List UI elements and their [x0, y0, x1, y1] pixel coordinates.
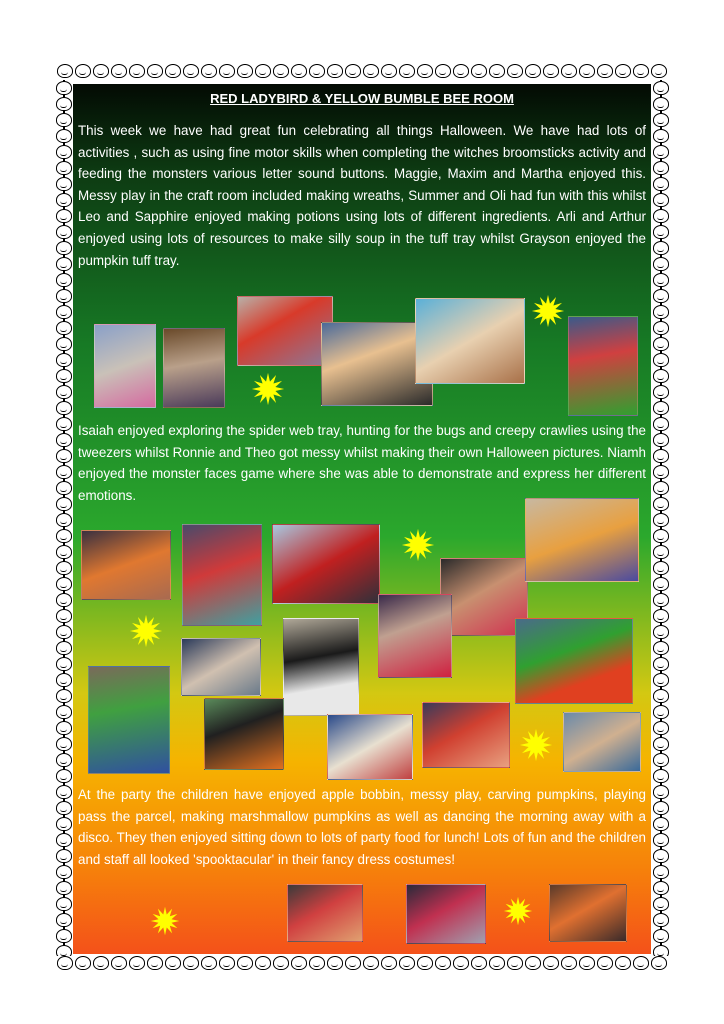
pumpkin-icon: [653, 673, 669, 687]
pumpkin-icon: [345, 64, 361, 78]
pumpkin-icon: [653, 753, 669, 767]
pumpkin-icon: [56, 113, 72, 127]
pumpkin-icon: [653, 817, 669, 831]
pumpkin-icon: [56, 945, 72, 956]
activity-photo: [378, 594, 452, 678]
activity-photo: [568, 316, 638, 416]
pumpkin-icon: [653, 849, 669, 863]
pumpkin-icon: [93, 956, 109, 970]
pumpkin-icon: [653, 529, 669, 543]
pumpkin-icon: [165, 64, 181, 78]
pumpkin-icon: [651, 956, 667, 970]
pumpkin-icon: [525, 64, 541, 78]
pumpkin-icon: [56, 481, 72, 495]
pumpkin-icon: [147, 64, 163, 78]
pumpkin-icon: [435, 956, 451, 970]
star-burst-icon: [531, 294, 565, 328]
pumpkin-icon: [597, 956, 613, 970]
pumpkin-icon: [653, 369, 669, 383]
pumpkin-icon: [75, 956, 91, 970]
pumpkin-icon: [56, 449, 72, 463]
pumpkin-icon: [75, 64, 91, 78]
pumpkin-icon: [653, 913, 669, 927]
pumpkin-border-right: [653, 80, 669, 956]
pumpkin-icon: [237, 64, 253, 78]
star-burst-icon: [129, 614, 163, 648]
pumpkin-icon: [56, 785, 72, 799]
pumpkin-icon: [653, 449, 669, 463]
star-burst-icon: [150, 906, 180, 936]
paragraph-spider-tray: Isaiah enjoyed exploring the spider web tray, hunting for the bugs and creepy crawlies using the tweezers whilst Ronnie and Theo got messy whilst making their own Halloween pictures. Niamh enjoyed the monster faces game where she was able to demonstrate and express her different emotions.: [78, 423, 646, 503]
activity-photo: [237, 296, 333, 366]
pumpkin-icon: [56, 641, 72, 655]
pumpkin-icon: [237, 956, 253, 970]
pumpkin-icon: [653, 657, 669, 671]
pumpkin-icon: [489, 956, 505, 970]
pumpkin-icon: [653, 641, 669, 655]
pumpkin-icon: [653, 481, 669, 495]
pumpkin-icon: [201, 956, 217, 970]
pumpkin-icon: [56, 769, 72, 783]
pumpkin-icon: [56, 625, 72, 639]
pumpkin-icon: [471, 956, 487, 970]
newsletter-panel: [73, 84, 651, 954]
pumpkin-icon: [56, 705, 72, 719]
pumpkin-icon: [453, 64, 469, 78]
pumpkin-icon: [56, 593, 72, 607]
pumpkin-icon: [543, 64, 559, 78]
pumpkin-icon: [653, 561, 669, 575]
pumpkin-icon: [653, 145, 669, 159]
pumpkin-icon: [653, 625, 669, 639]
pumpkin-icon: [309, 956, 325, 970]
pumpkin-icon: [219, 64, 235, 78]
activity-photo: [181, 638, 261, 696]
pumpkin-icon: [653, 385, 669, 399]
pumpkin-icon: [653, 161, 669, 175]
pumpkin-icon: [653, 865, 669, 879]
pumpkin-icon: [653, 321, 669, 335]
pumpkin-icon: [57, 64, 73, 78]
pumpkin-icon: [653, 577, 669, 591]
pumpkin-icon: [561, 956, 577, 970]
pumpkin-icon: [653, 257, 669, 271]
pumpkin-icon: [653, 129, 669, 143]
pumpkin-icon: [435, 64, 451, 78]
pumpkin-icon: [56, 81, 72, 95]
activity-photo: [287, 884, 363, 942]
pumpkin-icon: [56, 833, 72, 847]
pumpkin-icon: [56, 225, 72, 239]
pumpkin-icon: [56, 161, 72, 175]
pumpkin-icon: [56, 529, 72, 543]
star-burst-icon: [401, 528, 435, 562]
pumpkin-icon: [653, 593, 669, 607]
pumpkin-icon: [56, 385, 72, 399]
activity-photo: [415, 298, 525, 384]
star-burst-icon: [519, 728, 553, 762]
pumpkin-icon: [579, 64, 595, 78]
pumpkin-icon: [255, 64, 271, 78]
pumpkin-icon: [633, 956, 649, 970]
pumpkin-icon: [56, 337, 72, 351]
pumpkin-icon: [381, 64, 397, 78]
pumpkin-icon: [56, 673, 72, 687]
pumpkin-icon: [56, 737, 72, 751]
pumpkin-icon: [56, 609, 72, 623]
pumpkin-icon: [543, 956, 559, 970]
pumpkin-icon: [653, 241, 669, 255]
pumpkin-icon: [653, 609, 669, 623]
page-title: RED LADYBIRD & YELLOW BUMBLE BEE ROOM: [210, 91, 514, 106]
pumpkin-icon: [56, 353, 72, 367]
pumpkin-icon: [56, 577, 72, 591]
pumpkin-icon: [653, 785, 669, 799]
pumpkin-icon: [56, 561, 72, 575]
pumpkin-icon: [56, 417, 72, 431]
pumpkin-icon: [651, 64, 667, 78]
pumpkin-icon: [56, 177, 72, 191]
pumpkin-icon: [183, 64, 199, 78]
pumpkin-icon: [653, 929, 669, 943]
pumpkin-icon: [653, 337, 669, 351]
pumpkin-icon: [615, 64, 631, 78]
pumpkin-icon: [56, 545, 72, 559]
pumpkin-icon: [309, 64, 325, 78]
pumpkin-icon: [201, 64, 217, 78]
pumpkin-icon: [653, 465, 669, 479]
pumpkin-icon: [653, 353, 669, 367]
pumpkin-icon: [56, 849, 72, 863]
pumpkin-icon: [56, 929, 72, 943]
pumpkin-icon: [56, 305, 72, 319]
pumpkin-icon: [615, 956, 631, 970]
pumpkin-icon: [653, 945, 669, 956]
pumpkin-icon: [56, 753, 72, 767]
pumpkin-icon: [653, 177, 669, 191]
pumpkin-border-top: [56, 64, 670, 80]
pumpkin-icon: [93, 64, 109, 78]
activity-photo: [81, 530, 171, 600]
pumpkin-icon: [653, 513, 669, 527]
pumpkin-icon: [327, 64, 343, 78]
activity-photo: [563, 712, 641, 772]
pumpkin-icon: [219, 956, 235, 970]
activity-photo: [406, 884, 486, 944]
pumpkin-icon: [417, 64, 433, 78]
pumpkin-icon: [653, 881, 669, 895]
activity-photo: [272, 524, 380, 604]
paragraph-week-activities: This week we have had great fun celebrating all things Halloween. We have had lots of activities , such as using fine motor skills when completing the witches broomsticks activity and feeding the monsters various letter sound buttons. Maggie, Maxim and Martha enjoyed this. Messy play in the craft room included making wreaths, Summer and Oli had fun with this whilst Leo and Sapphire enjoyed making potions using lots of different ingredients. Arli and Arthur enjoyed using lots of resources to make silly soup in the tuff tray whilst Grayson enjoyed the pumpkin tuff tray.: [78, 123, 646, 268]
pumpkin-icon: [273, 956, 289, 970]
pumpkin-icon: [363, 956, 379, 970]
pumpkin-icon: [653, 737, 669, 751]
pumpkin-icon: [653, 305, 669, 319]
paragraph-party: At the party the children have enjoyed apple bobbin, messy play, carving pumpkins, playing pass the parcel, making marshmallow pumpkins as well as dancing the morning away with a disco. They then enjoyed sitting down to lots of party food for lunch! Lots of fun and the children and staff all looked 'spooktacular' in their fancy dress costumes!: [78, 787, 646, 867]
star-burst-icon: [503, 896, 533, 926]
pumpkin-icon: [597, 64, 613, 78]
pumpkin-icon: [381, 956, 397, 970]
pumpkin-icon: [653, 209, 669, 223]
pumpkin-border-left: [56, 80, 72, 956]
pumpkin-icon: [653, 225, 669, 239]
pumpkin-icon: [56, 273, 72, 287]
pumpkin-icon: [56, 241, 72, 255]
pumpkin-icon: [653, 705, 669, 719]
pumpkin-icon: [653, 833, 669, 847]
pumpkin-icon: [653, 113, 669, 127]
pumpkin-icon: [345, 956, 361, 970]
pumpkin-icon: [165, 956, 181, 970]
pumpkin-icon: [291, 64, 307, 78]
activity-photo: [549, 884, 627, 942]
pumpkin-icon: [56, 465, 72, 479]
pumpkin-icon: [56, 369, 72, 383]
pumpkin-icon: [56, 321, 72, 335]
pumpkin-icon: [653, 273, 669, 287]
pumpkin-icon: [56, 817, 72, 831]
activity-photo: [422, 702, 510, 768]
activity-photo: [163, 328, 225, 408]
pumpkin-icon: [273, 64, 289, 78]
pumpkin-icon: [653, 81, 669, 95]
pumpkin-icon: [653, 97, 669, 111]
activity-photo: [88, 666, 170, 774]
pumpkin-icon: [111, 956, 127, 970]
pumpkin-icon: [653, 433, 669, 447]
pumpkin-icon: [56, 801, 72, 815]
activity-photo: [204, 698, 284, 770]
pumpkin-icon: [291, 956, 307, 970]
activity-photo: [283, 618, 359, 716]
pumpkin-icon: [56, 433, 72, 447]
pumpkin-icon: [653, 289, 669, 303]
activity-photo: [515, 618, 633, 704]
pumpkin-icon: [653, 897, 669, 911]
pumpkin-icon: [56, 129, 72, 143]
activity-photo: [525, 498, 639, 582]
pumpkin-icon: [653, 801, 669, 815]
pumpkin-icon: [56, 657, 72, 671]
pumpkin-icon: [56, 897, 72, 911]
pumpkin-icon: [417, 956, 433, 970]
pumpkin-icon: [653, 417, 669, 431]
pumpkin-icon: [129, 64, 145, 78]
pumpkin-icon: [56, 401, 72, 415]
pumpkin-icon: [507, 64, 523, 78]
pumpkin-icon: [56, 689, 72, 703]
pumpkin-icon: [57, 956, 73, 970]
pumpkin-icon: [56, 865, 72, 879]
pumpkin-icon: [111, 64, 127, 78]
pumpkin-icon: [653, 401, 669, 415]
pumpkin-icon: [363, 64, 379, 78]
pumpkin-icon: [56, 257, 72, 271]
pumpkin-icon: [453, 956, 469, 970]
pumpkin-icon: [561, 64, 577, 78]
pumpkin-icon: [56, 209, 72, 223]
pumpkin-icon: [653, 689, 669, 703]
pumpkin-icon: [56, 721, 72, 735]
pumpkin-icon: [255, 956, 271, 970]
pumpkin-icon: [653, 193, 669, 207]
pumpkin-icon: [525, 956, 541, 970]
activity-photo: [94, 324, 156, 408]
activity-photo: [327, 714, 413, 780]
pumpkin-icon: [129, 956, 145, 970]
pumpkin-icon: [56, 497, 72, 511]
pumpkin-icon: [147, 956, 163, 970]
pumpkin-icon: [507, 956, 523, 970]
pumpkin-icon: [56, 193, 72, 207]
pumpkin-icon: [653, 769, 669, 783]
pumpkin-icon: [489, 64, 505, 78]
pumpkin-icon: [56, 881, 72, 895]
pumpkin-icon: [653, 721, 669, 735]
pumpkin-border-bottom: [56, 956, 670, 972]
pumpkin-icon: [56, 913, 72, 927]
pumpkin-icon: [56, 289, 72, 303]
pumpkin-icon: [327, 956, 343, 970]
star-burst-icon: [251, 372, 285, 406]
pumpkin-icon: [183, 956, 199, 970]
activity-photo: [182, 524, 262, 626]
pumpkin-icon: [633, 64, 649, 78]
pumpkin-icon: [399, 956, 415, 970]
pumpkin-icon: [471, 64, 487, 78]
pumpkin-icon: [653, 497, 669, 511]
pumpkin-icon: [579, 956, 595, 970]
pumpkin-icon: [56, 513, 72, 527]
pumpkin-icon: [56, 97, 72, 111]
pumpkin-icon: [399, 64, 415, 78]
pumpkin-icon: [653, 545, 669, 559]
pumpkin-icon: [56, 145, 72, 159]
